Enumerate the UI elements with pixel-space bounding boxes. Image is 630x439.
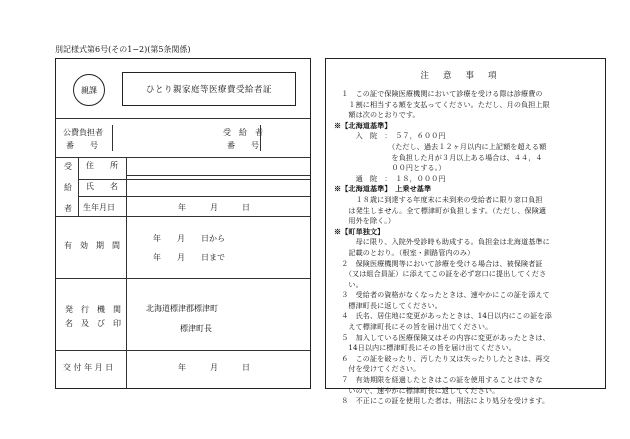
stamp-circle: 親課 [73,74,105,106]
recipient-side-label: 受 [64,162,72,171]
divider [78,157,79,216]
note-line: 14日以内に標津町長にその旨を届け出てください。 [334,343,516,353]
note-line: 記載のとおり。（根室・釧路管内のみ） [334,247,475,257]
note-line: 入 院 ： ５７，６００円 [334,131,446,141]
birthdate-label: 生年月日 [83,203,115,212]
issue-date-value: 年 月 日 [178,363,250,372]
note-line: ※【北海道基準】 [334,120,392,130]
note-line: は発生しません。全て標津町が負担します。（ただし、保険適 [334,205,547,215]
notes-title: 注意事項 [420,71,511,81]
note-line: （又は組合員証）に添えてこの証を必ず窓口に提出してくださ [334,269,547,279]
issue-date-label: 交 付 年 月 日 [63,363,114,372]
note-line: を負担した月が３月以上ある場合は、４４，４ [334,152,543,162]
recipient-number-label-2: 番 号 [227,141,259,150]
certificate-title: ひとり親家庭等医療費受給者証 [122,72,296,106]
validity-from: 年 月 日から [153,234,225,243]
note-line: 母に限り、入院外受診時も助成する。負担金は北海道基準に [334,237,550,247]
divider [126,350,127,388]
note-line: 通 院 ： １８，０００円 [334,173,446,183]
divider [112,125,113,151]
note-line: 標津町長に返してください。 [334,300,442,310]
divider [56,350,310,351]
issuer-label-2: 名 及 び 印 [65,319,121,328]
note-line: 額は次のとおりです。 [334,110,420,120]
note-line: 用外を除く。） [334,216,396,226]
payer-number-label: 公費負担者 [63,128,103,137]
note-line: えて標津町長にその旨を届け出てください。 [334,322,493,332]
validity-to: 年 月 日まで [153,253,225,262]
note-line: ７ 有効期限を経過したときはこの証を使用することはできな [334,375,543,385]
note-line: いので、速やかに標津町長に返してください。 [334,385,500,395]
note-line: い。 [334,279,363,289]
address-label: 住 所 [86,161,118,170]
issuer-organization: 北海道標津郡標津町 [146,304,218,313]
form-number-header: 別記様式第6号(その1−2)(第5条関係) [55,45,191,54]
note-line: ３ 受給者の資格がなくなったときは、速やかにこの証を添えて [334,290,550,300]
note-line: ００円とする。） [334,163,446,173]
note-line: １ この証で保険医療機関において診療を受ける際は診療費の [334,89,543,98]
note-line: ※【町単独文】 [334,226,385,236]
recipient-side-label: 給 [64,183,72,192]
divider [126,157,127,216]
certificate-panel [55,58,311,389]
issuer-label: 発 行 機 関 [65,305,121,314]
birthdate-value: 年 月 日 [178,203,250,212]
note-line: ２ 保険医療機関等において診療を受ける場合は、被保険者証 [334,258,543,268]
note-line: ５ 加入している医療保険又はその内容に変更があったときは、 [334,332,550,342]
divider [126,216,127,278]
note-line: １８歳に到達する年度末に未到来の受給者に限り窓口負担 [334,194,543,204]
issuer-head: 標津町長 [180,324,212,333]
note-line: ６ この証を破ったり、汚したり又は失ったりしたときは、再交 [334,353,550,363]
recipient-side-label: 者 [64,204,72,213]
note-line: ８ 不正にこの証を使用した者は、刑法により処分を受けます。 [334,396,550,406]
divider [260,125,261,151]
divider [78,179,310,180]
name-label: 氏 名 [86,182,118,191]
divider [126,175,310,176]
payer-number-label-2: 番 号 [66,141,98,150]
divider [56,157,310,158]
note-line: ※【北海道基準】 上乗せ基準 [334,184,432,194]
note-line: 付を受けてください。 [334,364,421,374]
divider [78,196,310,197]
notes-list [334,89,597,407]
divider [56,118,310,119]
validity-period-label: 有 効 期 間 [64,241,120,250]
note-line: ４ 氏名、居住地に変更があったときは、14日以内にこの証を添 [334,311,552,321]
divider [56,216,310,217]
notes-panel [325,58,606,406]
divider [126,278,127,350]
recipient-number-label: 受 給 者 [223,128,263,137]
note-line: （ただし、過去１２ヶ月以内に上記額を超える額 [334,141,547,151]
note-line: １割に相当する額を支払ってください。ただし、月の負担上限 [334,99,550,109]
divider [56,278,310,279]
